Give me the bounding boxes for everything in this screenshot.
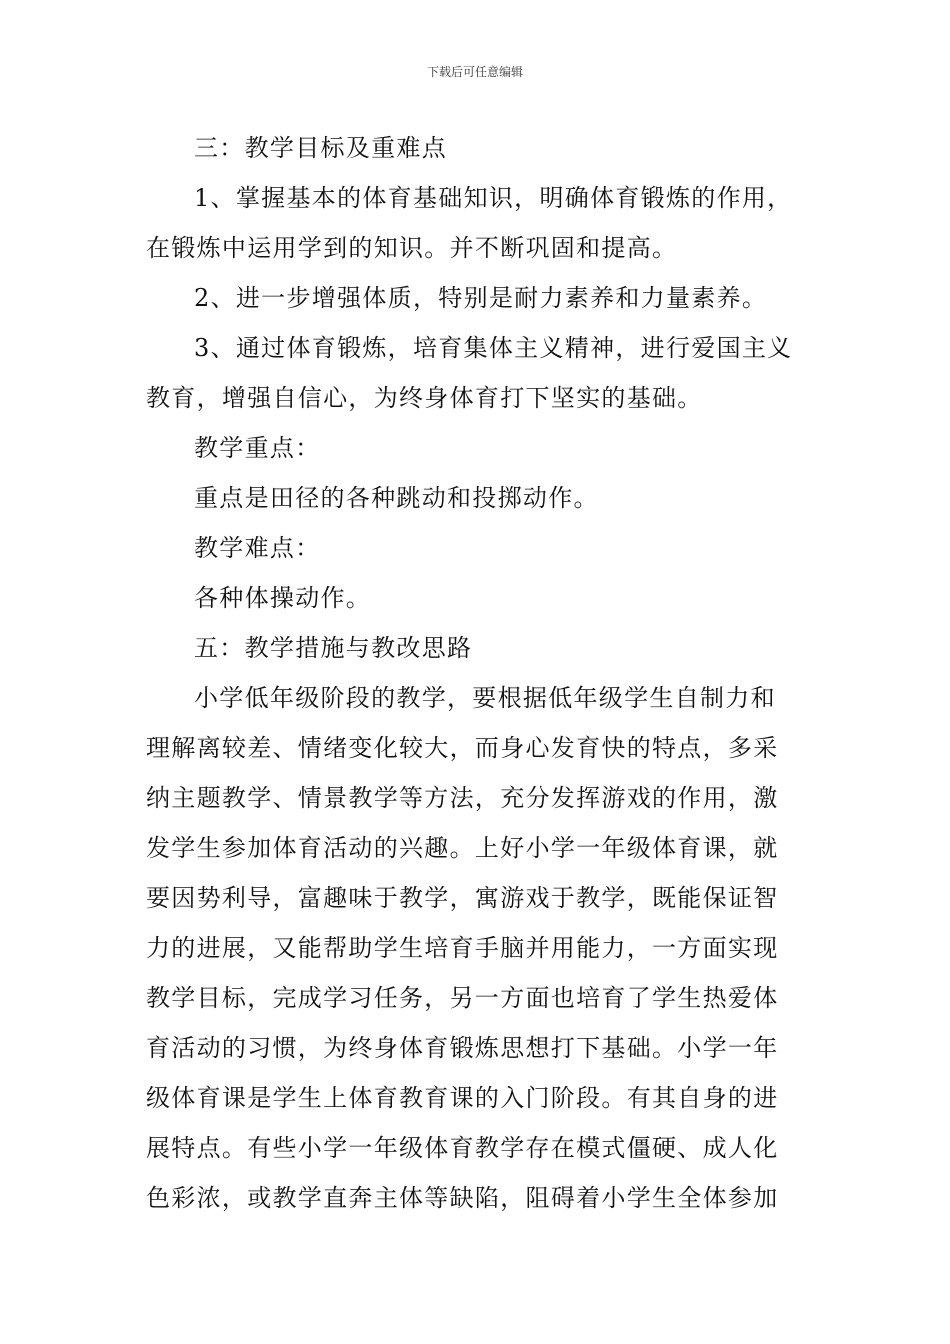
goal-3-line-1: 3、通过体育锻炼，培育集体主义精神，进行爱国主义 [194,334,793,362]
paragraph-line: 力的进展，又能帮助学生培育手脑并用能力，一方面实现 [146,934,779,962]
goal-1-line-2: 在锻炼中运用学到的知识。并不断巩固和提高。 [146,234,678,262]
paragraph-line: 发学生参加体育活动的兴趣。上好小学一年级体育课，就 [146,834,779,862]
paragraph-line: 纳主题教学、情景教学等方法，充分发挥游戏的作用，激 [146,784,779,812]
difficulties-text: 各种体操动作。 [194,584,372,612]
goal-1-line-1: 1、掌握基本的体育基础知识，明确体育锻炼的作用， [194,184,793,212]
key-points-text: 重点是田径的各种跳动和投掷动作。 [194,484,599,512]
section-heading-3: 三：教学目标及重难点 [194,134,447,162]
key-points-label: 教学重点： [194,434,321,462]
difficulties-label: 教学难点： [194,534,321,562]
document-body [146,123,808,1223]
section-heading-5: 五：教学措施与教改思路 [194,634,473,662]
paragraph-line: 教学目标，完成学习任务，另一方面也培育了学生热爱体 [146,984,779,1012]
paragraph-line: 展特点。有些小学一年级体育教学存在模式僵硬、成人化 [146,1134,779,1162]
paragraph-line: 色彩浓，或教学直奔主体等缺陷，阻碍着小学生全体参加 [146,1184,779,1212]
paragraph-line: 育活动的习惯，为终身体育锻炼思想打下基础。小学一年 [146,1034,779,1062]
paragraph-line: 要因势利导，富趣味于教学，寓游戏于教学，既能保证智 [146,884,779,912]
paragraph-line: 小学低年级阶段的教学，要根据低年级学生自制力和 [194,684,776,712]
paragraph-line: 级体育课是学生上体育教育课的入门阶段。有其自身的进 [146,1084,779,1112]
goal-3-line-2: 教育，增强自信心，为终身体育打下坚实的基础。 [146,384,703,412]
paragraph-line: 理解离较差、情绪变化较大，而身心发育快的特点，多采 [146,734,779,762]
page-header: 下载后可任意编辑 [426,65,523,79]
goal-2: 2、进一步增强体质，特别是耐力素养和力量素养。 [194,284,768,312]
